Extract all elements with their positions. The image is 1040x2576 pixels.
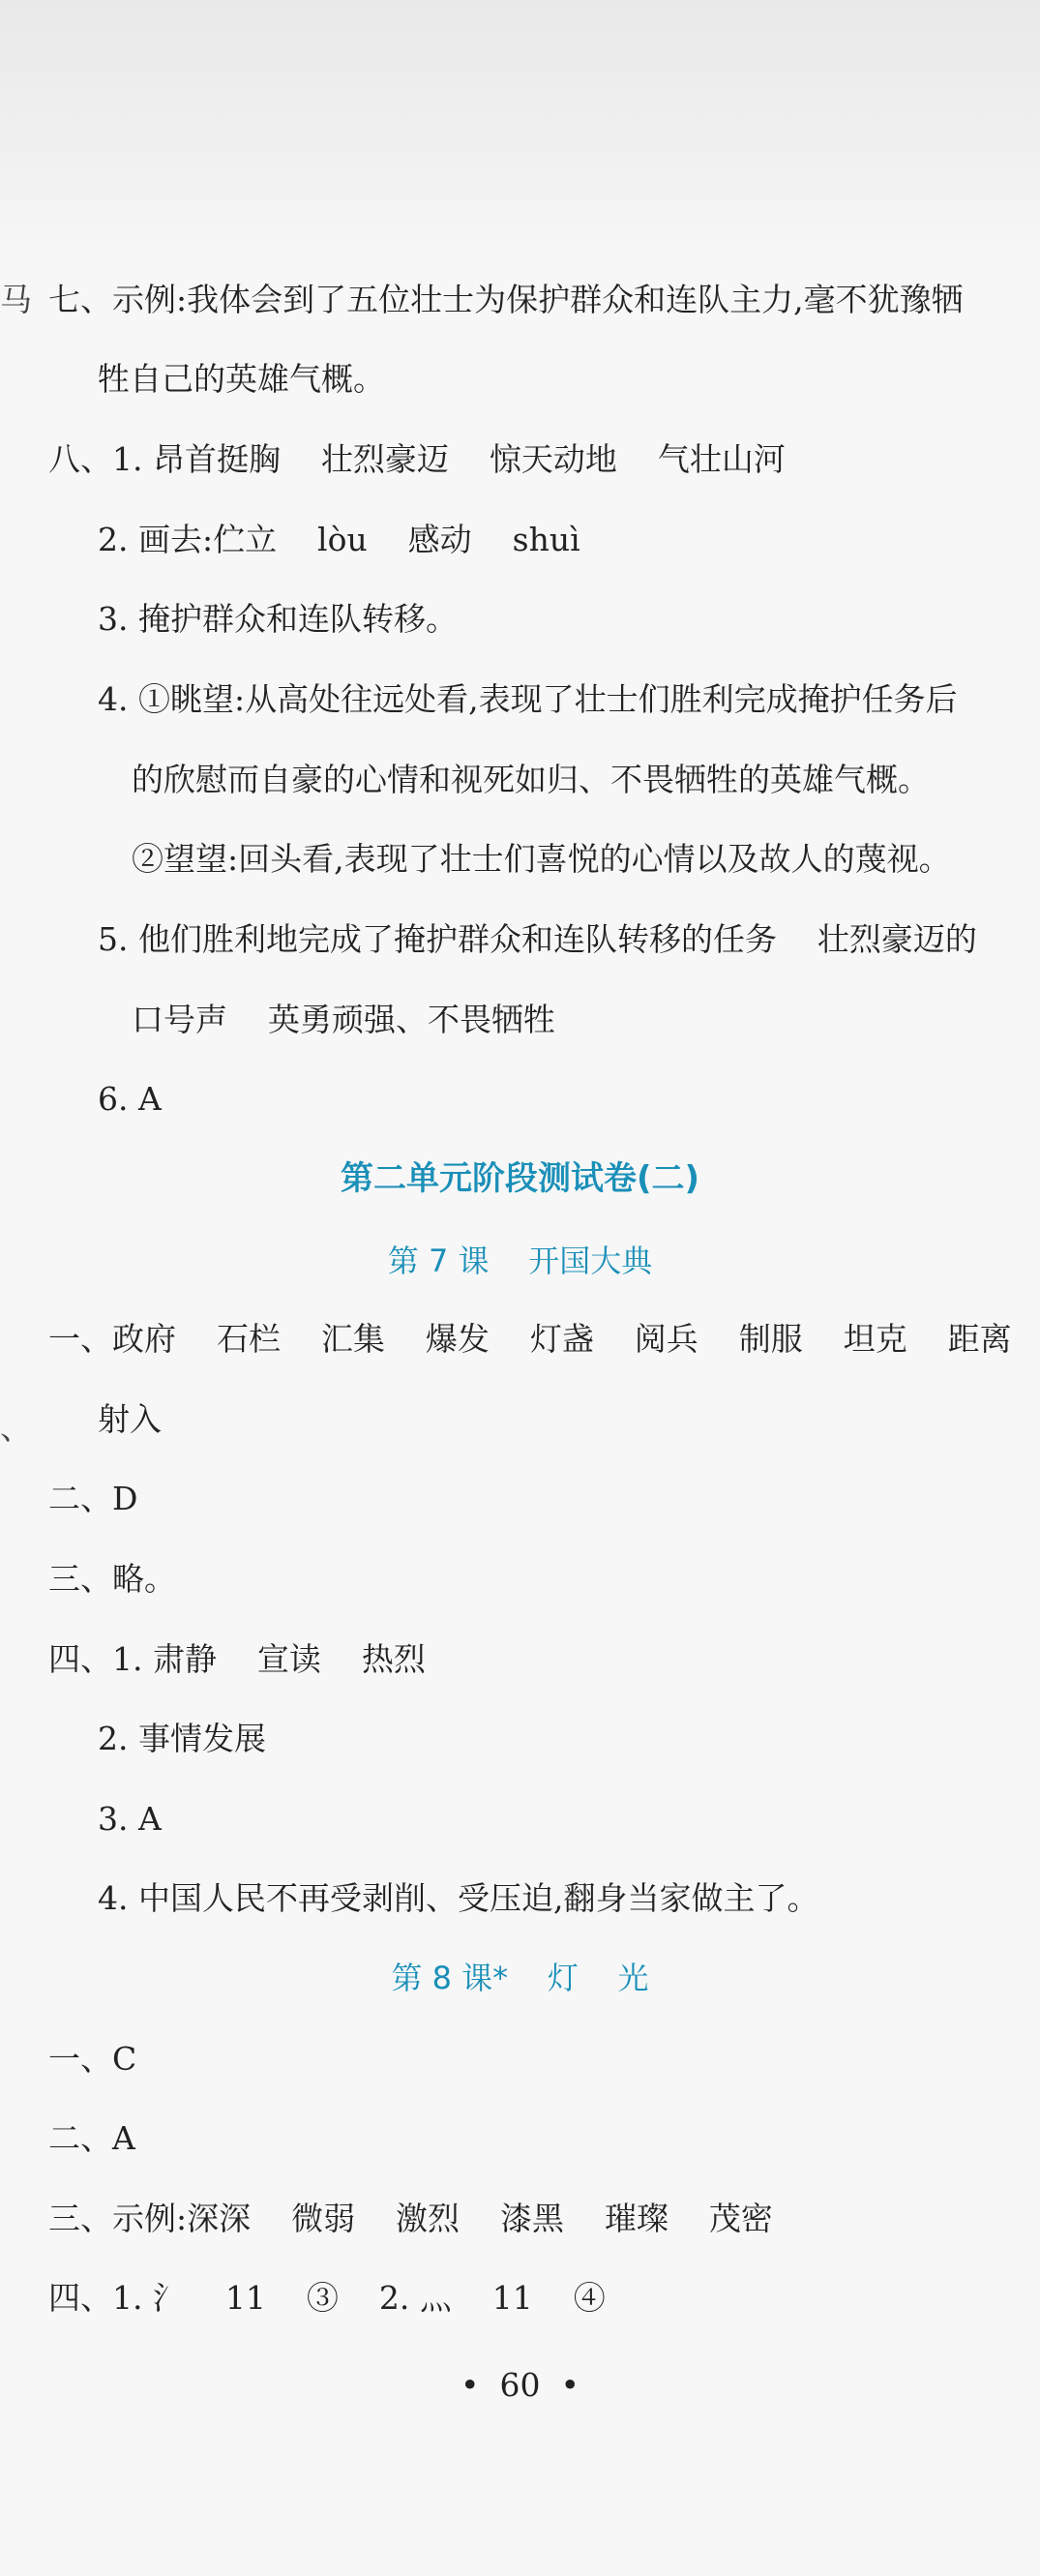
edge-fragment-mid: 、 <box>0 1409 32 1447</box>
answer-8-6: 6. A <box>98 1080 162 1118</box>
answer-8-2: 2. 画去:伫立 lòu 感动 shuì <box>98 521 580 558</box>
lesson-7-heading: 第 7 课 开国大典 <box>387 1243 653 1279</box>
answer-8-4-line-1: 4. ①眺望:从高处往远处看,表现了壮士们胜利完成掩护任务后 <box>98 680 958 718</box>
lesson7-answer-4-2: 2. 事情发展 <box>98 1720 266 1757</box>
edge-fragment-top: 马 <box>0 281 32 318</box>
lesson8-answer-3: 三、示例:深深 微弱 激烈 漆黑 璀璨 茂密 <box>48 2200 773 2237</box>
lesson8-answer-4: 四、1. 氵 11 ③ 2. 灬 11 ④ <box>48 2279 606 2317</box>
unit-test-heading: 第二单元阶段测试卷(二) <box>340 1159 700 1198</box>
answer-8-3: 3. 掩护群众和连队转移。 <box>98 600 458 638</box>
page-number: • 60 • <box>461 2366 579 2404</box>
lesson7-answer-1-line-2: 射入 <box>98 1400 162 1438</box>
answer-8-4-line-3: ②望望:回头看,表现了壮士们喜悦的心情以及故人的蔑视。 <box>132 840 951 878</box>
answer-8-4-line-2: 的欣慰而自豪的心情和视死如归、不畏牺牲的英雄气概。 <box>132 761 930 798</box>
scan-top-margin <box>0 0 1040 261</box>
answer-8-5-line-1: 5. 他们胜利地完成了掩护群众和连队转移的任务 壮烈豪迈的 <box>98 920 977 958</box>
lesson7-answer-4-1: 四、1. 肃静 宣读 热烈 <box>48 1640 426 1678</box>
lesson7-answer-3: 三、略。 <box>48 1560 176 1598</box>
lesson7-answer-1-line-1: 一、政府 石栏 汇集 爆发 灯盏 阅兵 制服 坦克 距离 <box>48 1320 1012 1358</box>
lesson8-answer-2: 二、A <box>48 2119 135 2157</box>
answer-8-1: 八、1. 昂首挺胸 壮烈豪迈 惊天动地 气壮山河 <box>48 440 786 478</box>
lesson8-answer-1: 一、C <box>48 2040 137 2078</box>
answer-7-line-2: 牲自己的英雄气概。 <box>98 360 385 398</box>
lesson7-answer-2: 二、D <box>48 1480 138 1517</box>
lesson7-answer-4-3: 3. A <box>98 1800 162 1838</box>
answer-8-5-line-2: 口号声 英勇顽强、不畏牺牲 <box>132 1001 555 1038</box>
lesson-8-heading: 第 8 课* 灯 光 <box>391 1960 649 1996</box>
lesson7-answer-4-4: 4. 中国人民不再受剥削、受压迫,翻身当家做主了。 <box>98 1879 819 1917</box>
answer-7-line-1: 七、示例:我体会到了五位壮士为保护群众和连队主力,毫不犹豫牺 <box>48 281 964 318</box>
